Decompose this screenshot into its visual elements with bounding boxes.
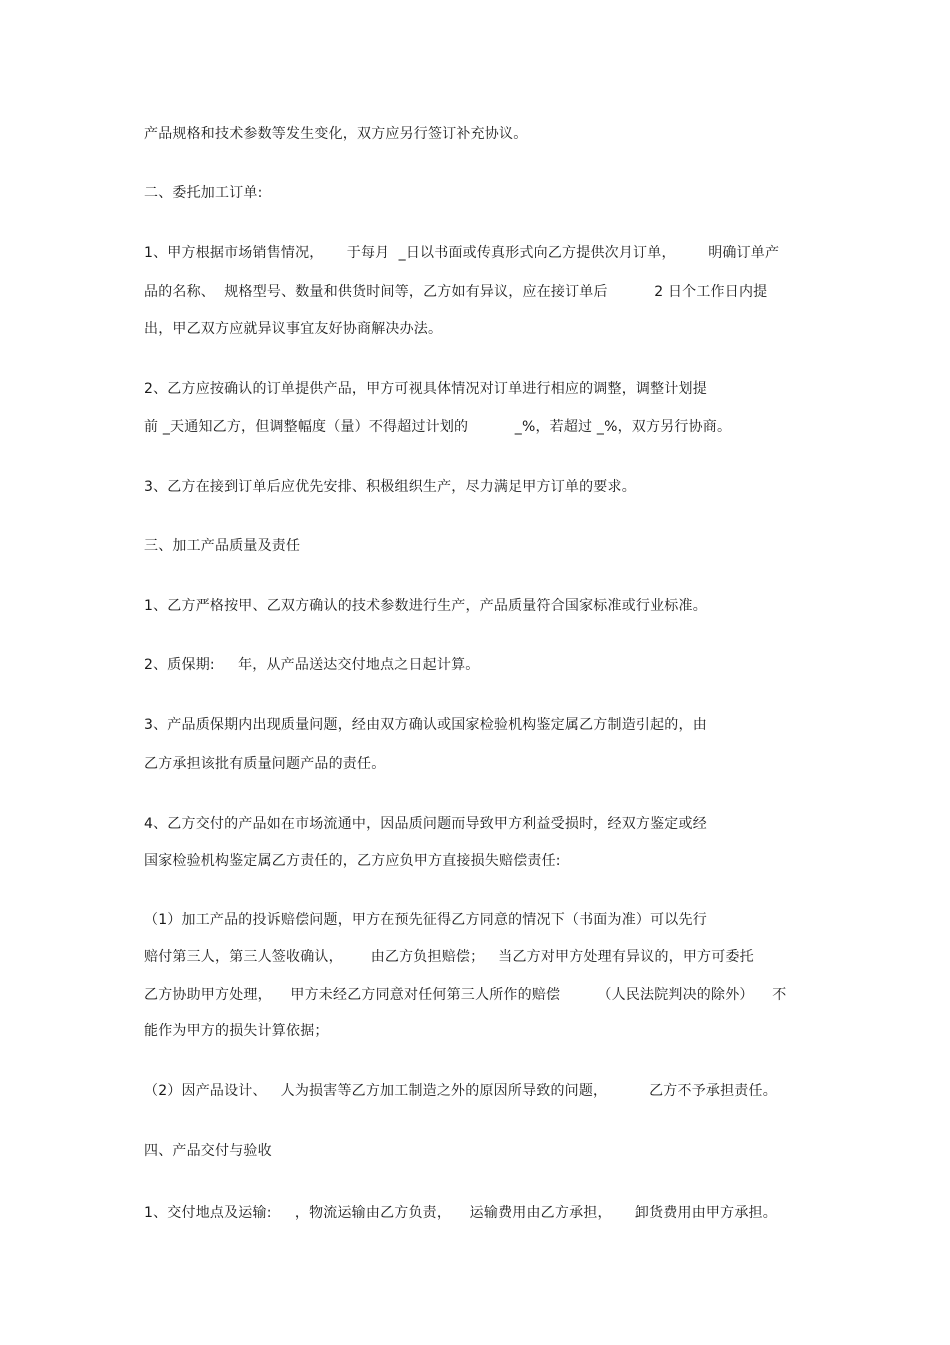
text-line: 赔付第三人，第三人签收确认， 由乙方负担赔偿； 当乙方对甲方处理有异议的，甲方可委托 [144, 949, 754, 965]
text-line: 前 _天通知乙方，但调整幅度（量）不得超过计划的 _%，若超过 _%，双方另行协商。 [144, 419, 732, 435]
text-line: （1）加工产品的投诉赔偿问题，甲方在预先征得乙方同意的情况下（书面为准）可以先行 [144, 912, 707, 928]
text-line: 1、交付地点及运输: ，物流运输由乙方负责， 运输费用由乙方承担， 卸货费用由甲方承担。 [144, 1205, 777, 1221]
text-line: 1、甲方根据市场销售情况， 于每月 _日以书面或传真形式向乙方提供次月订单， 明确订单产 [144, 245, 780, 261]
text-line: 3、乙方在接到订单后应优先安排、积极组织生产，尽力满足甲方订单的要求。 [144, 479, 636, 495]
text-line: 1、乙方严格按甲、乙双方确认的技术参数进行生产，产品质量符合国家标准或行业标准。 [144, 598, 707, 614]
text-line: 能作为甲方的损失计算依据； [144, 1023, 329, 1039]
text-line: （2）因产品设计、 人为损害等乙方加工制造之外的原因所导致的问题， 乙方不予承担责任。 [144, 1083, 777, 1099]
text-line: 国家检验机构鉴定属乙方责任的，乙方应负甲方直接损失赔偿责任: [144, 853, 561, 869]
text-line: 2、质保期: 年，从产品送达交付地点之日起计算。 [144, 657, 480, 673]
text-line: 产品规格和技术参数等发生变化，双方应另行签订补充协议。 [144, 126, 528, 142]
section-heading: 四、产品交付与验收 [144, 1143, 272, 1159]
text-line: 3、产品质保期内出现质量问题，经由双方确认或国家检验机构鉴定属乙方制造引起的，由 [144, 717, 707, 733]
text-line: 乙方协助甲方处理， 甲方未经乙方同意对任何第三人所作的赔偿 （人民法院判决的除外） 不 [144, 987, 787, 1003]
section-heading: 三、加工产品质量及责任 [144, 538, 301, 554]
text-line: 4、乙方交付的产品如在市场流通中，因品质问题而导致甲方利益受损时，经双方鉴定或经 [144, 816, 707, 832]
text-line: 品的名称、 规格型号、数量和供货时间等，乙方如有异议，应在接订单后 2 日个工作日内提 [144, 284, 768, 300]
text-line: 乙方承担该批有质量问题产品的责任。 [144, 756, 386, 772]
text-line: 2、乙方应按确认的订单提供产品，甲方可视具体情况对订单进行相应的调整，调整计划提 [144, 381, 707, 397]
section-heading: 二、委托加工订单: [144, 185, 263, 201]
text-line: 出，甲乙双方应就异议事宜友好协商解决办法。 [144, 321, 443, 337]
